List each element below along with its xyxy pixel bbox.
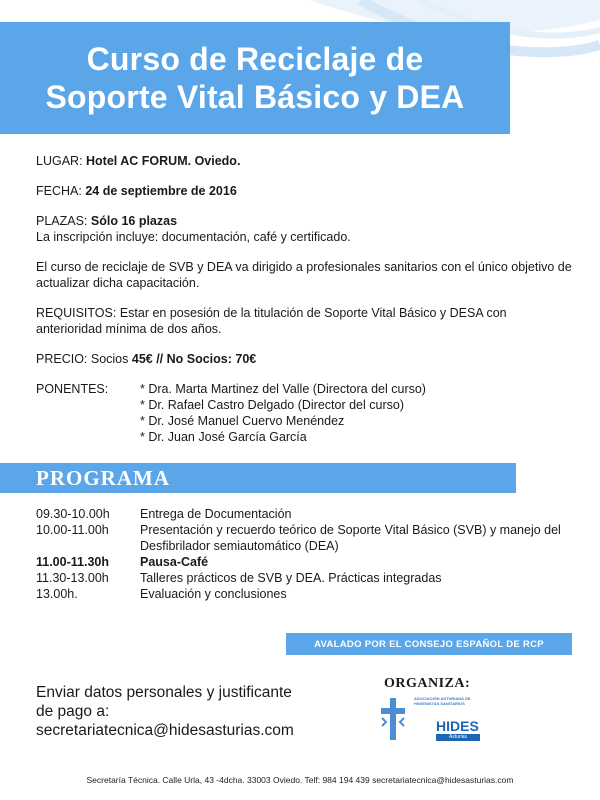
requisitos bbox=[36, 305, 576, 337]
schedule-row bbox=[36, 506, 576, 522]
precio bbox=[36, 351, 576, 367]
schedule-text: Presentación y recuerdo teórico de Soporte Vital Básico (SVB) y manejo del Desfibrilador semiautomático (DEA) bbox=[140, 523, 561, 553]
lugar-value: Hotel AC FORUM. Oviedo. bbox=[86, 154, 241, 168]
precio-value: 45€ // No Socios: 70€ bbox=[131, 352, 257, 366]
schedule-text: Pausa-Café bbox=[140, 555, 209, 569]
ponente-item: * Dr. Juan José García García bbox=[140, 430, 307, 444]
hides-wordmark: HIDES bbox=[436, 718, 479, 734]
title-line-2: Soporte Vital Básico y DEA bbox=[45, 79, 465, 115]
precio-label: PRECIO: Socios bbox=[36, 352, 132, 366]
requisitos-label: REQUISITOS: bbox=[36, 306, 120, 320]
schedule-time: 13.00h. bbox=[36, 587, 78, 601]
schedule-row bbox=[36, 586, 576, 602]
contact-line-1: Enviar datos personales y justificante bbox=[36, 684, 292, 701]
schedule-time: 10.00-11.00h bbox=[36, 523, 109, 537]
organiza-label: ORGANIZA: bbox=[384, 676, 471, 691]
ponentes bbox=[36, 381, 576, 445]
schedule bbox=[36, 506, 576, 602]
ponente-item: * Dr. José Manuel Cuervo Menéndez bbox=[140, 414, 345, 428]
ponente-item: * Dra. Marta Martinez del Valle (Directora del curso) bbox=[140, 382, 426, 396]
footer: Secretaría Técnica. Calle Urla, 43 -4dcha. 33003 Oviedo. Telf: 984 194 439 secretariatecnica@hidesasturias.com bbox=[86, 775, 514, 785]
contact-email: secretariatecnica@hidesasturias.com bbox=[36, 722, 294, 739]
hides-logo bbox=[378, 694, 498, 744]
asturias-cross-icon bbox=[378, 694, 408, 744]
plazas-label: PLAZAS: bbox=[36, 214, 91, 228]
title-banner bbox=[0, 22, 510, 134]
schedule-time: 11.30-13.00h bbox=[36, 571, 109, 585]
schedule-text: Evaluación y conclusiones bbox=[140, 587, 287, 601]
fecha-label: FECHA: bbox=[36, 184, 86, 198]
fecha-value: 24 de septiembre de 2016 bbox=[85, 184, 237, 198]
schedule-row bbox=[36, 522, 576, 554]
title-line-1: Curso de Reciclaje de bbox=[86, 41, 424, 77]
ponentes-label: PONENTES: bbox=[36, 382, 109, 396]
lugar bbox=[36, 153, 576, 169]
plazas bbox=[36, 213, 576, 245]
plazas-note: La inscripción incluye: documentación, café y certificado. bbox=[36, 230, 351, 244]
fecha bbox=[36, 183, 576, 199]
course-info bbox=[36, 153, 576, 445]
programa-heading: PROGRAMA bbox=[0, 463, 516, 493]
schedule-text: Talleres prácticos de SVB y DEA. Prácticas integradas bbox=[140, 571, 442, 585]
schedule-time: 11.00-11.30h bbox=[36, 555, 109, 569]
schedule-row-break bbox=[36, 554, 576, 570]
lugar-label: LUGAR: bbox=[36, 154, 87, 168]
schedule-row bbox=[36, 570, 576, 586]
contact-line-2: de pago a: bbox=[36, 703, 110, 720]
schedule-time: 09.30-10.00h bbox=[36, 507, 110, 521]
requisitos-text: Estar en posesión de la titulación de Soporte Vital Básico y DESA con anterioridad mínima de dos años. bbox=[36, 306, 507, 336]
endorsed-badge: AVALADO POR EL CONSEJO ESPAÑOL DE RCP bbox=[286, 633, 572, 655]
plazas-value: Sólo 16 plazas bbox=[90, 214, 178, 228]
hides-subtitle: Asturias bbox=[436, 734, 480, 741]
ponentes-list bbox=[140, 381, 426, 445]
logo-small-text: ASOCIACIÓN ASTURIANA DE HIGIENISTAS SANITARIOS bbox=[414, 696, 471, 706]
contact-info bbox=[36, 683, 336, 740]
description: El curso de reciclaje de SVB y DEA va dirigido a profesionales sanitarios con el único objetivo de actualizar dicha capacitación. bbox=[36, 260, 572, 290]
schedule-text: Entrega de Documentación bbox=[140, 507, 292, 521]
ponente-item: * Dr. Rafael Castro Delgado (Director del curso) bbox=[140, 398, 404, 412]
